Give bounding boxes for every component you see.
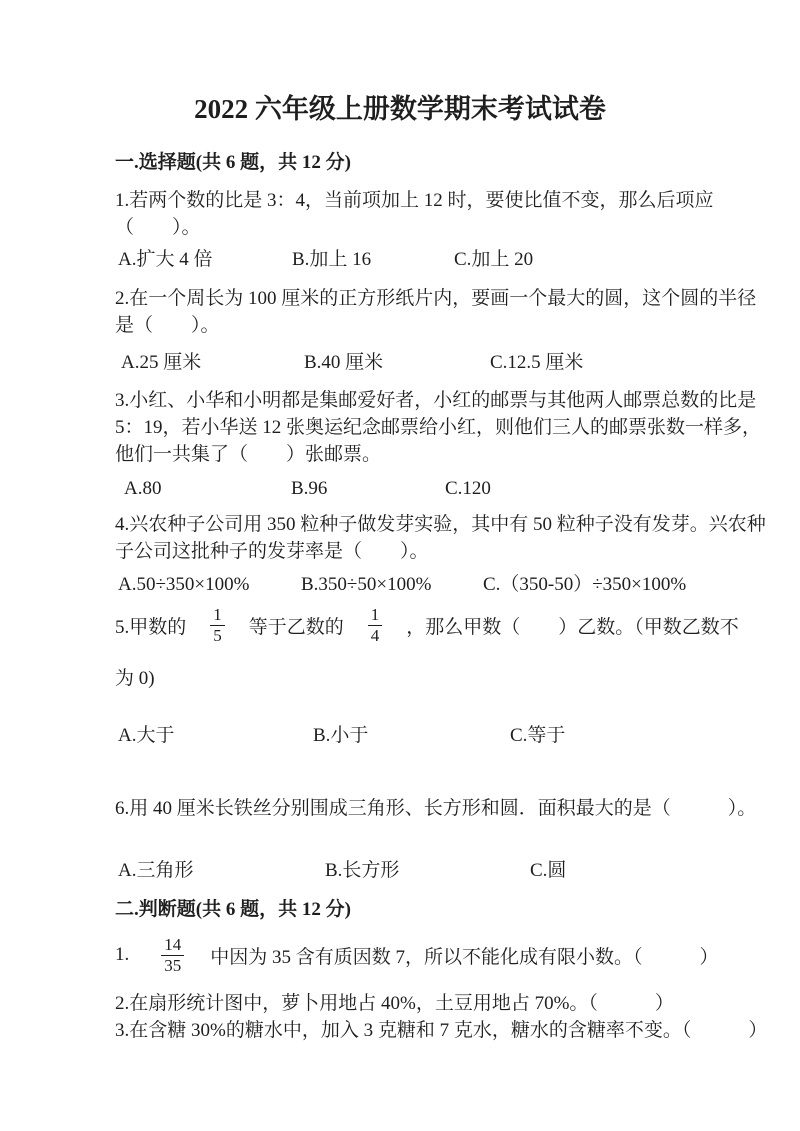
q5-text-1: 5.甲数的 [115, 616, 187, 638]
q4-option-c: C.（350-50）÷350×100% [483, 574, 687, 595]
q3-option-b: B.96 [291, 478, 328, 499]
fraction-one-fifth: $\frac{1}{5}$ [210, 605, 225, 645]
q2-line-1: 2.在一个周长为 100 厘米的正方形纸片内，要画一个最大的圆，这个圆的半径 [115, 288, 757, 309]
q2-option-b: B.40 厘米 [304, 352, 384, 373]
q6-options [115, 858, 735, 884]
q6-option-b: B.长方形 [325, 860, 400, 881]
q3-option-c: C.120 [445, 478, 491, 499]
q5-option-c: C.等于 [510, 725, 566, 746]
j1-text: 中因为 35 含有质因数 7，所以不能化成有限小数。（ ） [210, 946, 719, 968]
q4-line-1: 4.兴农种子公司用 350 粒种子做发芽实验，其中有 50 粒种子没有发芽。兴农种 [115, 514, 766, 535]
q3-line-3: 他们一共集了（ ）张邮票。 [115, 444, 382, 465]
q1-option-a: A.扩大 4 倍 [118, 249, 213, 270]
q3-line-2: 5：19，若小华送 12 张奥运纪念邮票给小红，则他们三人的邮票张数一样多， [115, 417, 762, 438]
section-choice-heading: 一.选择题(共 6 题，共 12 分) [115, 152, 351, 173]
q1-line-1: 1.若两个数的比是 3：4，当前项加上 12 时，要使比值不变，那么后项应 [115, 190, 714, 211]
q5-options [115, 723, 735, 749]
q2-option-a: A.25 厘米 [121, 352, 202, 373]
section-judgment-heading: 二.判断题(共 6 题，共 12 分) [115, 899, 351, 920]
q5-line-2: 为 0) [115, 668, 155, 689]
q6-option-a: A.三角形 [118, 860, 194, 881]
q2-option-c: C.12.5 厘米 [490, 352, 584, 373]
q1-line-2: （ ）。 [115, 217, 201, 238]
q4-options [115, 572, 735, 598]
q3-options [115, 476, 735, 502]
j1-number: 1. [115, 944, 130, 965]
q1-option-b: B.加上 16 [292, 249, 372, 270]
exam-title: 2022 六年级上册数学期末考试试卷 [194, 94, 606, 124]
q6-line-1: 6.用 40 厘米长铁丝分别围成三角形、长方形和圆．面积最大的是（ ）。 [115, 798, 757, 819]
q4-line-2: 子公司这批种子的发芽率是（ ）。 [115, 541, 429, 562]
judgment-1-line [115, 928, 719, 982]
q5-text-2: 等于乙数的 [248, 616, 344, 638]
judgment-2-line: 2.在扇形统计图中，萝卜用地占 40%，土豆用地占 70%。（ ） [115, 993, 674, 1014]
q5-option-b: B.小于 [313, 725, 369, 746]
q1-option-c: C.加上 20 [454, 249, 534, 270]
q5-line-1 [115, 598, 739, 652]
q2-options [115, 350, 735, 376]
q5-text-3: ，那么甲数（ ）乙数。（甲数乙数不 [406, 616, 739, 638]
q6-option-c: C.圆 [530, 860, 567, 881]
q2-line-2: 是（ ）。 [115, 315, 220, 336]
q5-option-a: A.大于 [118, 725, 175, 746]
q3-line-1: 3.小红、小华和小明都是集邮爱好者，小红的邮票与其他两人邮票总数的比是 [115, 390, 757, 411]
q4-option-b: B.350÷50×100% [301, 574, 432, 595]
fraction-one-quarter: $\frac{1}{4}$ [368, 605, 383, 645]
fraction-fourteen-thirtyfifths: $\frac{14}{35}$ [161, 935, 184, 975]
q3-option-a: A.80 [124, 478, 162, 499]
q4-option-a: A.50÷350×100% [118, 574, 250, 595]
q1-options [115, 247, 735, 273]
judgment-3-line: 3.在含糖 30%的糖水中，加入 3 克糖和 7 克水，糖水的含糖率不变。（ ） [115, 1020, 768, 1041]
